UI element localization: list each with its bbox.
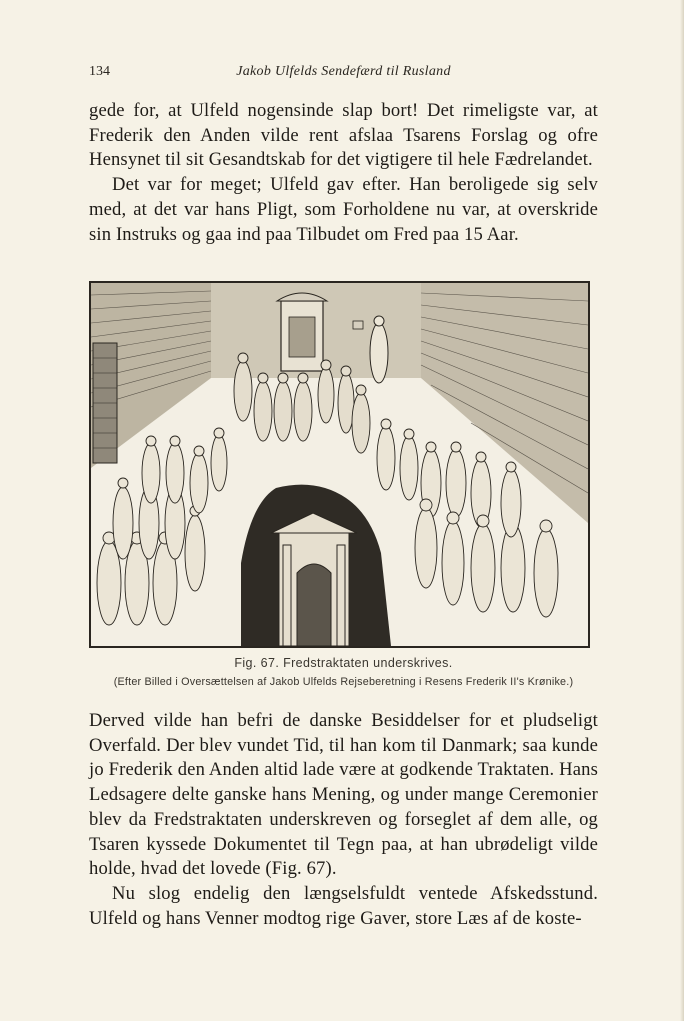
paragraph: Nu slog endelig den længselsfuldt ventede Afskedsstund. Ulfeld og hans Venner modtog rige Gaver, store Læs af de koste- (89, 882, 598, 929)
page-edge-shadow (680, 0, 684, 1021)
body-text-bottom (89, 709, 598, 931)
treaty-signing-illustration (91, 283, 588, 646)
page-number: 134 (89, 64, 110, 79)
running-title: Jakob Ulfelds Sendefærd til Rusland (236, 64, 451, 79)
paragraph: Derved vilde han befri de danske Besiddelser for et pludseligt Overfald. Der blev vundet Tid, til han kom til Danmark; saa kunde jo Frederik den Anden altid lade være at godkende Traktaten. Hans Ledsagere delte ganske hans Mening, og under mange Ceremonier blev da Fredstraktaten underskreven og forseglet af dem alle, og Tsaren kyssede Dokumentet til Tegn paa, at han ubrødeligt vilde holde, hvad det lovede (Fig. 67). (89, 710, 598, 880)
paragraph: gede for, at Ulfeld nogensinde slap bort! Det rimeligste var, at Frederik den Anden vilde rent afslaa Tsarens Forslag og ofre Hensynet til sit Gesandtskab for det vigtigere til hele Fædrelandet. (89, 100, 598, 171)
body-text-top (89, 99, 598, 247)
figure-source-note: (Efter Billed i Oversættelsen af Jakob Ulfelds Rejseberetning i Resens Frederik II's Krønike.) (113, 676, 574, 688)
paragraph: Det var for meget; Ulfeld gav efter. Han beroligede sig selv med, at det var hans Pligt, som Forholdene nu var, at overskride sin Instruks og gaa ind paa Tilbudet om Fred paa 15 Aar. (89, 174, 598, 245)
page-header (89, 64, 598, 86)
figure-engraving (89, 281, 590, 648)
crown-bearer (370, 323, 388, 383)
figure-caption: Fig. 67. Fredstraktaten underskrives. (234, 656, 453, 670)
